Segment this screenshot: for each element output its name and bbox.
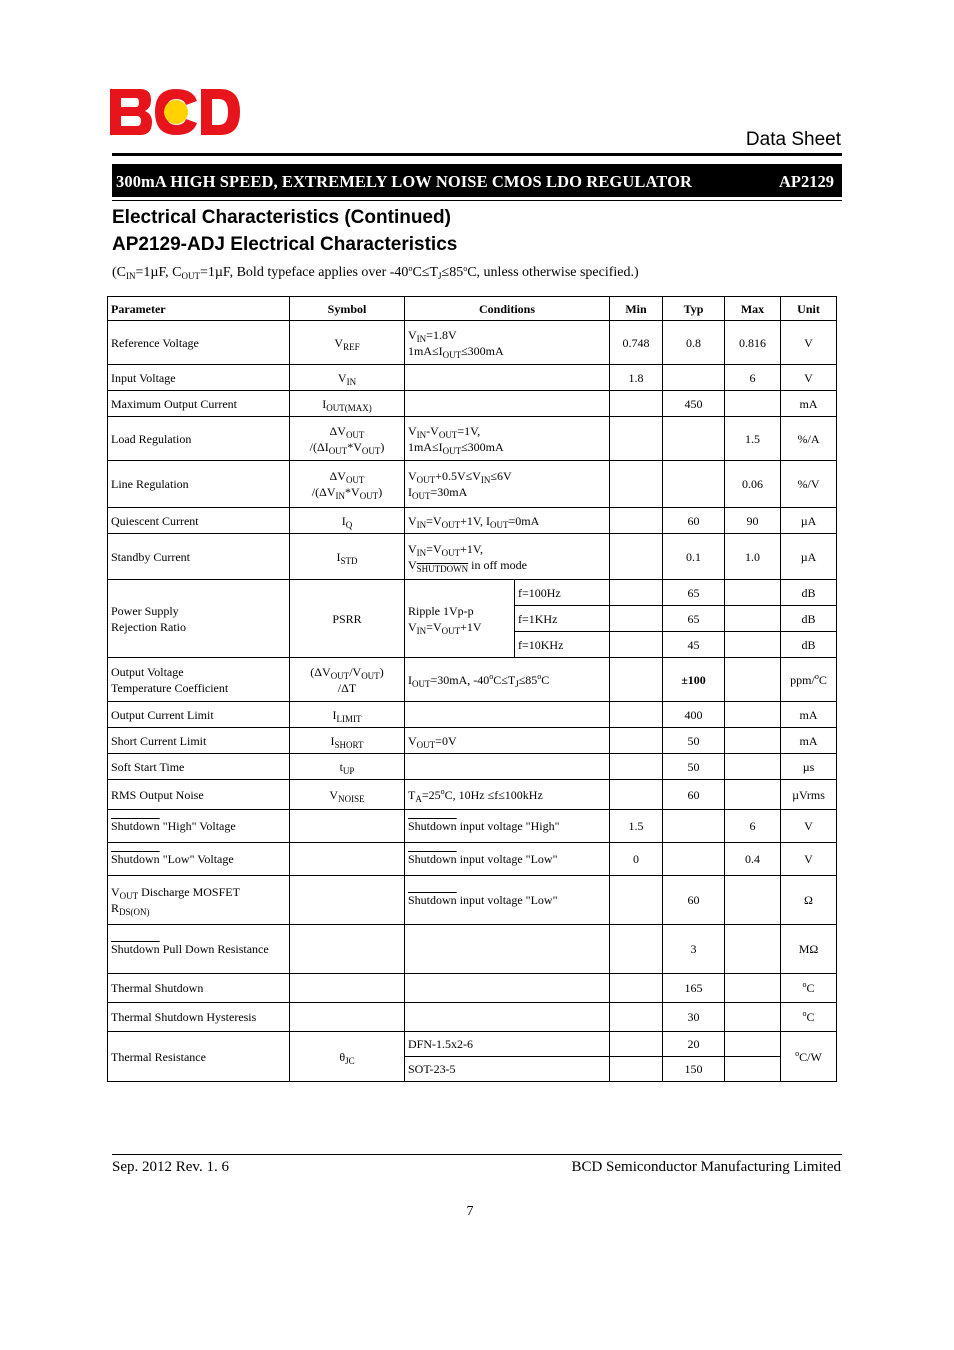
col-header: Parameter [108, 297, 290, 321]
max-cell [725, 632, 781, 658]
max-cell: 6 [725, 365, 781, 391]
min-cell [610, 1057, 663, 1082]
max-cell [725, 974, 781, 1003]
table-row [108, 925, 837, 974]
typ-cell: 65 [663, 580, 725, 606]
cond-text: input voltage "High" [456, 819, 560, 833]
table-row [108, 728, 837, 754]
symbol-cell: $I_{STD}$ [290, 534, 405, 580]
conditions-cell: $V_{IN}=V_{OUT}+1V$, $I_{OUT}=0mA$ [405, 508, 610, 534]
param-cell: Thermal Resistance [108, 1032, 290, 1082]
min-cell: 0.748 [610, 321, 663, 365]
max-cell [725, 780, 781, 810]
conditions-cell: $T_A=25^oC$, 10Hz ≤f≤100kHz [405, 780, 610, 810]
param-text: Discharge MOSFET [138, 885, 240, 899]
param-cell: Thermal Shutdown Hysteresis [108, 1003, 290, 1032]
symbol-cell: $t_{UP}$ [290, 754, 405, 780]
package-cell: SOT-23-5 [405, 1057, 610, 1082]
symbol-cell: $I_{LIMIT}$ [290, 702, 405, 728]
off-mode-text: in off mode [471, 557, 527, 572]
unit-cell: mA [781, 702, 837, 728]
typ-cell: 20 [663, 1032, 725, 1057]
footer-rule [112, 1154, 842, 1155]
typ-cell: 65 [663, 606, 725, 632]
col-header: Max [725, 297, 781, 321]
package-cell: DFN-1.5x2-6 [405, 1032, 610, 1057]
table-row [108, 974, 837, 1003]
symbol-cell [290, 876, 405, 925]
param-text: "Low" Voltage [159, 852, 234, 866]
min-cell: 1.5 [610, 810, 663, 843]
typ-cell [663, 461, 725, 508]
param-cell: Load Regulation [108, 417, 290, 461]
unit-cell: $^o$C [781, 974, 837, 1003]
conditions-cell [405, 754, 610, 780]
param-cell: Soft Start Time [108, 754, 290, 780]
min-cell: 1.8 [610, 365, 663, 391]
conditions-cell: $V_{IN}=V_{OUT}+1V$, $V_{SHUTDOWN}$ in off mode [405, 534, 610, 580]
unit-cell: dB [781, 632, 837, 658]
table-row [108, 508, 837, 534]
unit-cell: mA [781, 728, 837, 754]
min-cell [610, 417, 663, 461]
symbol-cell: $I_Q$ [290, 508, 405, 534]
shutdown-word: Shutdown [408, 893, 457, 907]
table-header-row [108, 297, 837, 321]
col-header: Typ [663, 297, 725, 321]
symbol-cell: $\theta_{JC}$ [290, 1032, 405, 1082]
param-cell [108, 843, 290, 876]
conditions-cell [405, 974, 610, 1003]
param-cell: Input Voltage [108, 365, 290, 391]
page-number: 7 [466, 1204, 474, 1219]
max-cell: 0.4 [725, 843, 781, 876]
shutdown-word: Shutdown [408, 852, 457, 866]
unit-cell: V [781, 365, 837, 391]
unit-cell: µA [781, 534, 837, 580]
symbol-cell [290, 925, 405, 974]
param-line: Power Supply [111, 603, 179, 618]
table-row [108, 365, 837, 391]
conditions-cell: $V_{IN}=1.8V$ $1mA\le I_{OUT}\le 300mA$ [405, 321, 610, 365]
symbol-cell: $I_{SHORT}$ [290, 728, 405, 754]
symbol-cell [290, 1003, 405, 1032]
param-line: Rejection Ratio [111, 619, 186, 634]
header-rule [112, 153, 842, 156]
param-cell: Output Current Limit [108, 702, 290, 728]
table-row [108, 580, 837, 606]
footer-date-revision: Sep. 2012 Rev. 1. 6 [112, 1159, 229, 1175]
typ-cell: 50 [663, 754, 725, 780]
shutdown-word: Shutdown [111, 819, 160, 833]
conditions-cell [405, 876, 610, 925]
shutdown-word: Shutdown [111, 942, 160, 956]
conditions-cell [405, 925, 610, 974]
typ-cell: 165 [663, 974, 725, 1003]
min-cell [610, 580, 663, 606]
param-text: Pull Down Resistance [159, 942, 269, 956]
symbol-cell [290, 810, 405, 843]
param-cell [108, 658, 290, 702]
table-row [108, 754, 837, 780]
ripple-text: Ripple 1Vp-p [408, 603, 474, 618]
symbol-cell: $\Delta V_{OUT}$ $/(\Delta V_{IN}*V_{OUT})$ [290, 461, 405, 508]
shutdown-word: Shutdown [408, 819, 457, 833]
min-cell [610, 508, 663, 534]
typ-cell: 0.8 [663, 321, 725, 365]
param-cell: $V_{OUT}$ Discharge MOSFET $R_{DS(ON)}$ [108, 876, 290, 925]
symbol-cell: $\Delta V_{OUT}$ $/(\Delta I_{OUT}*V_{OUT})$ [290, 417, 405, 461]
doc-title: 300mA HIGH SPEED, EXTREMELY LOW NOISE CMOS LDO REGULATOR [116, 172, 693, 191]
min-cell [610, 1032, 663, 1057]
table-row [108, 1032, 837, 1057]
unit-cell: %/A [781, 417, 837, 461]
cond-text: input voltage "Low" [456, 893, 558, 907]
conditions-cell [405, 810, 610, 843]
unit-cell: V [781, 843, 837, 876]
conditions-cell: $V_{OUT}+0.5V\le V_{IN}\le 6V$ $I_{OUT}=30mA$ [405, 461, 610, 508]
table-row [108, 702, 837, 728]
table-row [108, 417, 837, 461]
max-cell: 90 [725, 508, 781, 534]
unit-cell: $^o$C/W [781, 1032, 837, 1082]
col-header: Unit [781, 297, 837, 321]
max-cell [725, 606, 781, 632]
freq-cell: f=100Hz [515, 580, 610, 606]
symbol-cell: $V_{REF}$ [290, 321, 405, 365]
doc-type-label: Data Sheet [745, 129, 841, 150]
conditions-cell [405, 365, 610, 391]
param-cell: Maximum Output Current [108, 391, 290, 417]
unit-cell: V [781, 321, 837, 365]
conditions-cell [405, 702, 610, 728]
title-bar [112, 164, 842, 197]
unit-cell: ppm/$^o$C [781, 658, 837, 702]
typ-cell: 50 [663, 728, 725, 754]
max-cell [725, 728, 781, 754]
param-cell: Thermal Shutdown [108, 974, 290, 1003]
max-cell: 0.06 [725, 461, 781, 508]
max-cell [725, 1003, 781, 1032]
min-cell [610, 728, 663, 754]
freq-cell: f=10KHz [515, 632, 610, 658]
max-cell: 1.0 [725, 534, 781, 580]
conditions-cell [405, 391, 610, 417]
part-number: AP2129 [779, 172, 834, 191]
typ-cell: 3 [663, 925, 725, 974]
max-cell [725, 925, 781, 974]
table-row [108, 658, 837, 702]
conditions-cell: $I_{OUT}=30mA$, $-40^oC\le T_J\le 85^oC$ [405, 658, 610, 702]
param-cell: Short Current Limit [108, 728, 290, 754]
min-cell: 0 [610, 843, 663, 876]
param-cell [108, 925, 290, 974]
test-conditions-note: ($C_{IN}=1\mu F$, $C_{OUT}=1\mu F$, Bold typeface applies over $-40^oC\le T_J\le 85^oC$, unless otherwise specified.) [112, 264, 639, 281]
footer-company: BCD Semiconductor Manufacturing Limited [571, 1159, 841, 1175]
symbol-cell [290, 974, 405, 1003]
typ-cell [663, 417, 725, 461]
param-line: Output Voltage [111, 664, 184, 679]
param-cell [108, 580, 290, 658]
min-cell [610, 391, 663, 417]
unit-cell: dB [781, 606, 837, 632]
table-row [108, 876, 837, 925]
max-cell [725, 391, 781, 417]
param-cell: Reference Voltage [108, 321, 290, 365]
freq-cell: f=1KHz [515, 606, 610, 632]
bcd-logo [110, 89, 242, 135]
col-header: Symbol [290, 297, 405, 321]
max-cell: 1.5 [725, 417, 781, 461]
typ-cell: 60 [663, 876, 725, 925]
typ-cell: 0.1 [663, 534, 725, 580]
conditions-cell [405, 843, 610, 876]
typ-cell: 450 [663, 391, 725, 417]
max-cell [725, 658, 781, 702]
max-cell [725, 876, 781, 925]
min-cell [610, 876, 663, 925]
min-cell [610, 534, 663, 580]
subsection-heading: AP2129-ADJ Electrical Characteristics [112, 234, 458, 255]
typ-cell: 30 [663, 1003, 725, 1032]
section-heading: Electrical Characteristics (Continued) [112, 207, 451, 228]
min-cell [610, 702, 663, 728]
unit-cell: MΩ [781, 925, 837, 974]
unit-cell: $^o$C [781, 1003, 837, 1032]
min-cell [610, 461, 663, 508]
param-cell: Quiescent Current [108, 508, 290, 534]
conditions-cell [405, 1003, 610, 1032]
min-cell [610, 658, 663, 702]
table-row [108, 391, 837, 417]
table-row [108, 461, 837, 508]
unit-cell: µA [781, 508, 837, 534]
typ-cell: 150 [663, 1057, 725, 1082]
typ-cell: ±100 [663, 658, 725, 702]
unit-cell: µVrms [781, 780, 837, 810]
min-cell [610, 1003, 663, 1032]
min-cell [610, 606, 663, 632]
table-row [108, 321, 837, 365]
min-cell [610, 974, 663, 1003]
symbol-cell [290, 843, 405, 876]
unit-cell: V [781, 810, 837, 843]
typ-cell: 400 [663, 702, 725, 728]
param-line: Temperature Coefficient [111, 680, 229, 695]
max-cell: 6 [725, 810, 781, 843]
table-row [108, 1003, 837, 1032]
col-header: Conditions [405, 297, 610, 321]
unit-cell: mA [781, 391, 837, 417]
symbol-cell: $V_{IN}$ [290, 365, 405, 391]
param-text: "High" Voltage [159, 819, 236, 833]
min-cell [610, 925, 663, 974]
title-underline [112, 200, 842, 201]
symbol-cell: $I_{OUT(MAX)}$ [290, 391, 405, 417]
symbol-cell: $(\Delta V_{OUT}/V_{OUT})$ /ΔT [290, 658, 405, 702]
min-cell [610, 754, 663, 780]
typ-cell [663, 843, 725, 876]
symbol-cell: PSRR [290, 580, 405, 658]
min-cell [610, 632, 663, 658]
shutdown-word: Shutdown [111, 852, 160, 866]
unit-cell: %/V [781, 461, 837, 508]
typ-cell: 60 [663, 508, 725, 534]
table-row [108, 843, 837, 876]
conditions-cell: $V_{IN}-V_{OUT}=1V$, $1mA\le I_{OUT}\le 300mA$ [405, 417, 610, 461]
min-cell [610, 780, 663, 810]
table-row [108, 534, 837, 580]
conditions-cell: $V_{OUT}=0V$ [405, 728, 610, 754]
param-cell: Standby Current [108, 534, 290, 580]
max-cell [725, 702, 781, 728]
table-row [108, 780, 837, 810]
max-cell [725, 1032, 781, 1057]
symbol-cell: $V_{NOISE}$ [290, 780, 405, 810]
cond-text: input voltage "Low" [456, 852, 558, 866]
table-row [108, 810, 837, 843]
typ-cell: 45 [663, 632, 725, 658]
unit-cell: µs [781, 754, 837, 780]
max-cell: 0.816 [725, 321, 781, 365]
typ-cell: 60 [663, 780, 725, 810]
max-cell [725, 754, 781, 780]
unit-cell: dB [781, 580, 837, 606]
col-header: Min [610, 297, 663, 321]
conditions-cell: Ripple 1Vp-p $V_{IN}=V_{OUT}+1V$ [405, 580, 515, 658]
max-cell [725, 580, 781, 606]
param-cell [108, 810, 290, 843]
param-cell: Line Regulation [108, 461, 290, 508]
unit-cell: Ω [781, 876, 837, 925]
electrical-characteristics-table [107, 296, 837, 1082]
param-cell: RMS Output Noise [108, 780, 290, 810]
max-cell [725, 1057, 781, 1082]
typ-cell [663, 365, 725, 391]
typ-cell [663, 810, 725, 843]
